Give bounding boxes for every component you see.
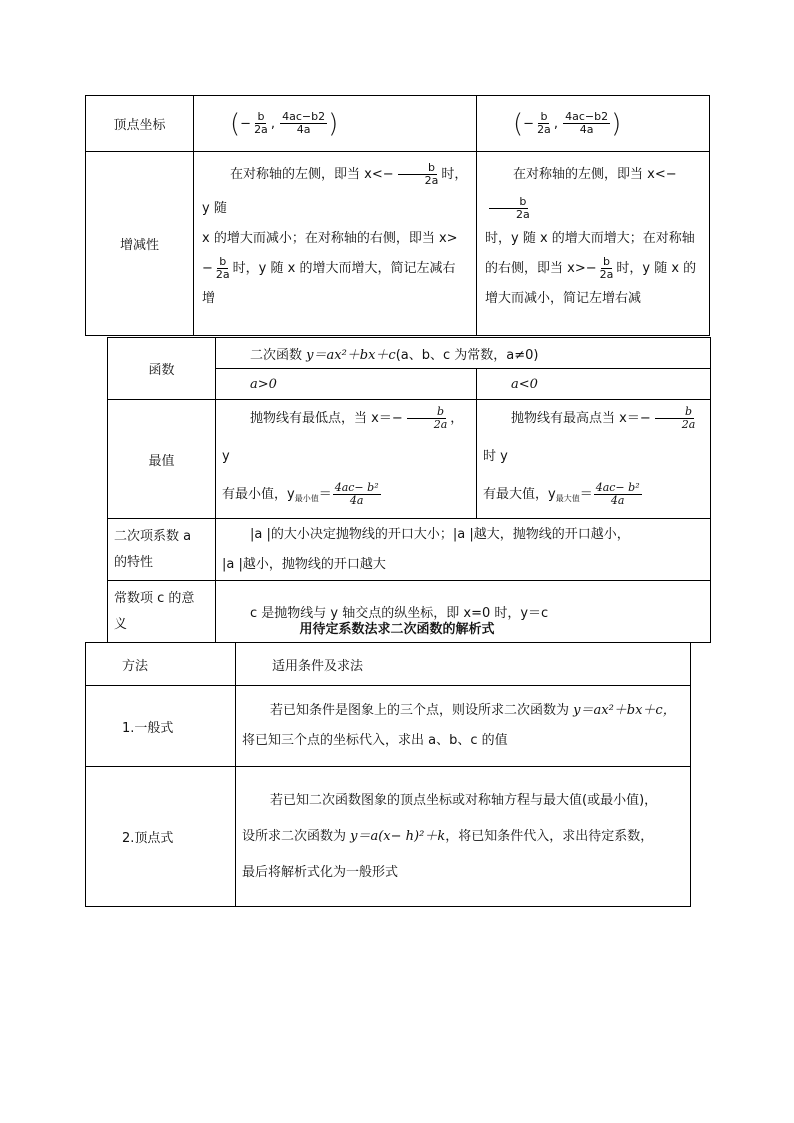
minus-sign: −	[240, 116, 252, 131]
properties-table-top	[85, 95, 710, 336]
monotonic-left-cell: 在对称轴的左侧，即当 x<− $\frac{b}{2a}$ 时，y 随 x 的增大而减小；在对称轴的右侧，即当 x> − $\frac{b}{2a}$ 时，y 随 x 的增大而增大，简记左减右 增	[194, 152, 477, 336]
paren-open: (	[230, 108, 241, 139]
extreme-label-cell	[108, 400, 216, 519]
header-cond-cell: 适用条件及求法	[236, 643, 691, 686]
func-label-cell	[108, 338, 216, 400]
paren-close: )	[328, 108, 339, 139]
vertex-label: 顶点坐标	[113, 118, 166, 133]
min-value-cell: 抛物线有最低点，当 x＝− $\frac{b}{2a}$ ，y 有最小值，$y_{最小值}=$ $\frac{\text{4ac− b²}}{4a}$	[216, 400, 477, 519]
const-text-cell: c 是抛物线与 y 轴交点的纵坐标，即 x=0 时，y＝c	[216, 581, 711, 643]
a-positive-cell: a>0	[216, 369, 477, 400]
monotonic-label-cell	[86, 152, 194, 336]
vertex-form-cell: 若已知二次函数图象的顶点坐标或对称轴方程与最大值(或最小值)， 设所求二次函数为 y＝a(x− h)²＋k，将已知条件代入，求出待定系数， 最后将解析式化为一般形式	[236, 767, 691, 907]
fraction-y-vertex: $\frac{4ac-b2}{4a}$	[282, 110, 326, 136]
properties-table-middle	[107, 337, 711, 643]
fraction-b-over-2a: $\frac{b}{2a}$	[254, 110, 268, 136]
extreme-label: 最值	[148, 453, 175, 469]
max-value-cell: 抛物线有最高点当 x＝− $\frac{b}{2a}$ 时 y 有最大值，$y_{最大值}=$ $\frac{\text{4ac− b²}}{4a}$	[477, 400, 711, 519]
monotonic-label: 增减性	[119, 238, 159, 253]
section-title: 用待定系数法求二次函数的解析式	[299, 622, 495, 637]
general-form-cell: 若已知条件是图象上的三个点，则设所求二次函数为 y＝ax²＋bx＋c， 将已知三个点的坐标代入，求出 a、b、c 的值	[236, 686, 691, 767]
vertex-form-label-cell: 2.顶点式	[86, 767, 236, 907]
method-table	[85, 642, 691, 907]
header-method-cell: 方法	[86, 643, 236, 686]
vertex-label-cell	[86, 96, 194, 152]
fraction-y-vertex: $\frac{4ac-b2}{4a}$	[565, 110, 609, 136]
coef-text-cell: |a |的大小决定抛物线的开口大小；|a |越大，抛物线的开口越小， |a |越小，抛物线的开口越大	[216, 519, 711, 581]
vertex-formula-left: (− $\frac{b}{2a}$ , $\frac{4ac-b2}{4a}$ )	[194, 96, 477, 152]
func-label: 函数	[148, 363, 175, 378]
func-def-cell: 二次函数 y＝ax²＋bx＋c(a、b、c 为常数，a≠0)	[216, 338, 711, 369]
fraction-b-over-2a: $\frac{b}{2a}$	[537, 110, 551, 136]
vertex-formula-right: (− $\frac{b}{2a}$ , $\frac{4ac-b2}{4a}$ )	[477, 96, 710, 152]
const-label-cell: 常数项 c 的意 义	[108, 581, 216, 643]
coef-label-cell: 二次项系数 a 的特性	[108, 519, 216, 581]
a-negative-cell: a<0	[477, 369, 711, 400]
monotonic-right-cell: 在对称轴的左侧，即当 x<− $\frac{b}{2a}$ 时，y 随 x 的增大而增大；在对称轴 的右侧，即当 x>− $\frac{b}{2a}$ 时，y 随 x 的 增大而减小，简记左增右减	[477, 152, 710, 336]
general-form-label-cell: 1.一般式	[86, 686, 236, 767]
